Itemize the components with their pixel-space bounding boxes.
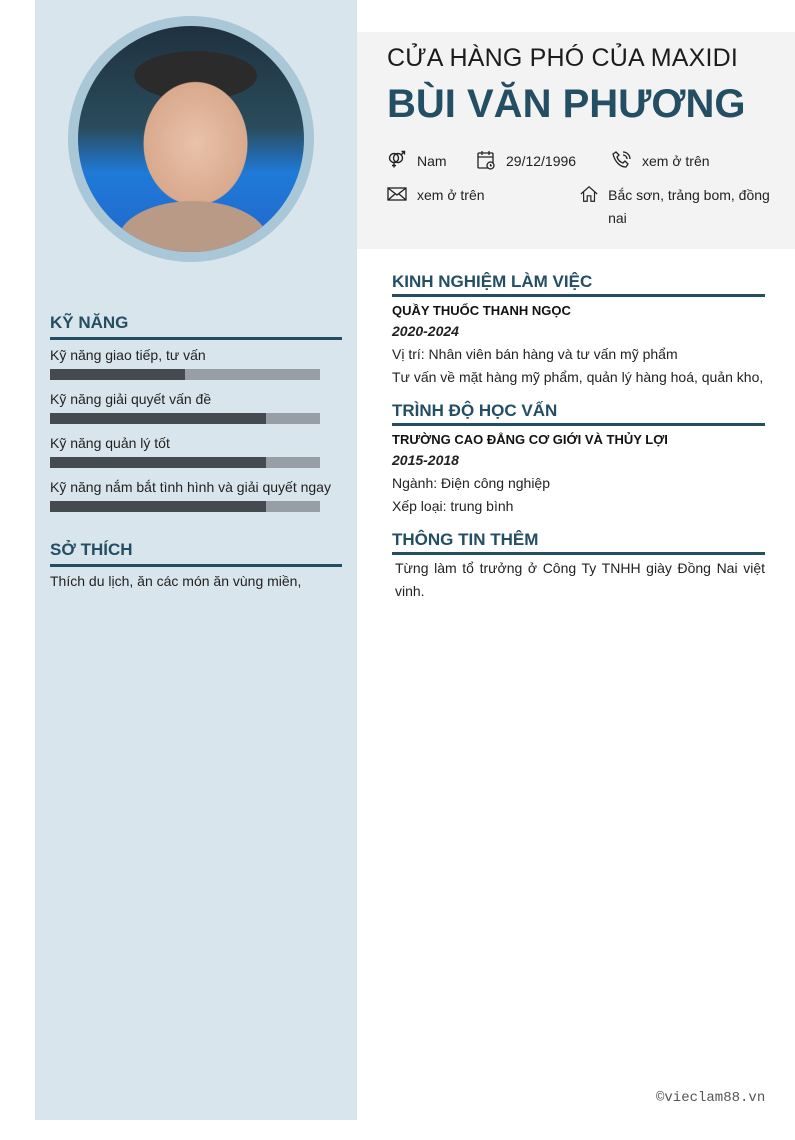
skill-label: Kỹ năng nắm bắt tình hình và giải quyết ngay xyxy=(50,479,331,495)
company-name: QUẦY THUỐC THANH NGỌC xyxy=(392,303,571,318)
education-section xyxy=(392,401,765,518)
experience-section xyxy=(392,272,765,389)
experience-title: KINH NGHIỆM LÀM VIỆC xyxy=(392,272,765,297)
experience-period: 2020-2024 xyxy=(392,323,459,339)
email-info xyxy=(387,184,485,207)
phone-icon xyxy=(612,150,632,170)
additional-section xyxy=(392,530,765,603)
hobbies-title: SỞ THÍCH xyxy=(50,540,342,567)
avatar xyxy=(78,26,304,252)
candidate-name: BÙI VĂN PHƯƠNG xyxy=(387,82,746,126)
watermark: ©vieclam88.vn xyxy=(656,1090,766,1106)
birthday-value: 29/12/1996 xyxy=(506,153,577,169)
school-name: TRƯỜNG CAO ĐẲNG CƠ GIỚI VÀ THỦY LỢI xyxy=(392,432,668,447)
home-icon xyxy=(580,184,598,204)
avatar-frame xyxy=(68,16,314,262)
gender-icon xyxy=(387,150,407,170)
skill-fill xyxy=(50,413,266,424)
skill-fill xyxy=(50,457,266,468)
skill-label: Kỹ năng quản lý tốt xyxy=(50,435,170,451)
email-value: xem ở trên xyxy=(417,187,485,203)
birthday-info xyxy=(476,150,576,173)
education-title: TRÌNH ĐỘ HỌC VẤN xyxy=(392,401,765,426)
avatar-shirt xyxy=(118,201,268,252)
skill-item xyxy=(50,391,342,424)
skill-item xyxy=(50,479,342,512)
gender-value: Nam xyxy=(417,153,447,169)
skills-section xyxy=(50,313,342,512)
skill-bar xyxy=(50,413,320,424)
sidebar xyxy=(35,0,357,1120)
address-info xyxy=(580,184,775,230)
job-title: CỬA HÀNG PHÓ CỦA MAXIDI xyxy=(387,44,739,72)
hobbies-text: Thích du lịch, ăn các món ăn vùng miền, xyxy=(50,573,302,589)
experience-line: Vị trí: Nhân viên bán hàng và tư vấn mỹ phẩm xyxy=(392,346,678,362)
additional-title: THÔNG TIN THÊM xyxy=(392,530,765,555)
mail-icon xyxy=(387,184,407,204)
skill-item xyxy=(50,347,342,380)
skill-item xyxy=(50,435,342,468)
skill-bar xyxy=(50,369,320,380)
phone-info xyxy=(612,150,710,173)
skill-label: Kỹ năng giải quyết vấn đề xyxy=(50,391,212,407)
hobbies-section xyxy=(50,540,342,589)
skill-label: Kỹ năng giao tiếp, tư vấn xyxy=(50,347,206,363)
education-line: Xếp loại: trung bình xyxy=(392,498,514,514)
calendar-icon xyxy=(476,150,496,170)
education-line: Ngành: Điện công nghiệp xyxy=(392,475,551,491)
phone-value: xem ở trên xyxy=(642,153,710,169)
skill-fill xyxy=(50,369,185,380)
additional-text: Từng làm tổ trưởng ở Công Ty TNHH giày Đồng Nai việt vinh. xyxy=(395,560,765,599)
experience-line: Tư vấn về mặt hàng mỹ phẩm, quản lý hàng hoá, quản kho, xyxy=(392,369,764,385)
education-period: 2015-2018 xyxy=(392,452,459,468)
skill-bar xyxy=(50,501,320,512)
skill-bar xyxy=(50,457,320,468)
skill-fill xyxy=(50,501,266,512)
address-value: Bắc sơn, trảng bom, đồng nai xyxy=(608,187,770,226)
profile-header xyxy=(357,32,795,249)
gender-info xyxy=(387,150,447,173)
skills-title: KỸ NĂNG xyxy=(50,313,342,340)
